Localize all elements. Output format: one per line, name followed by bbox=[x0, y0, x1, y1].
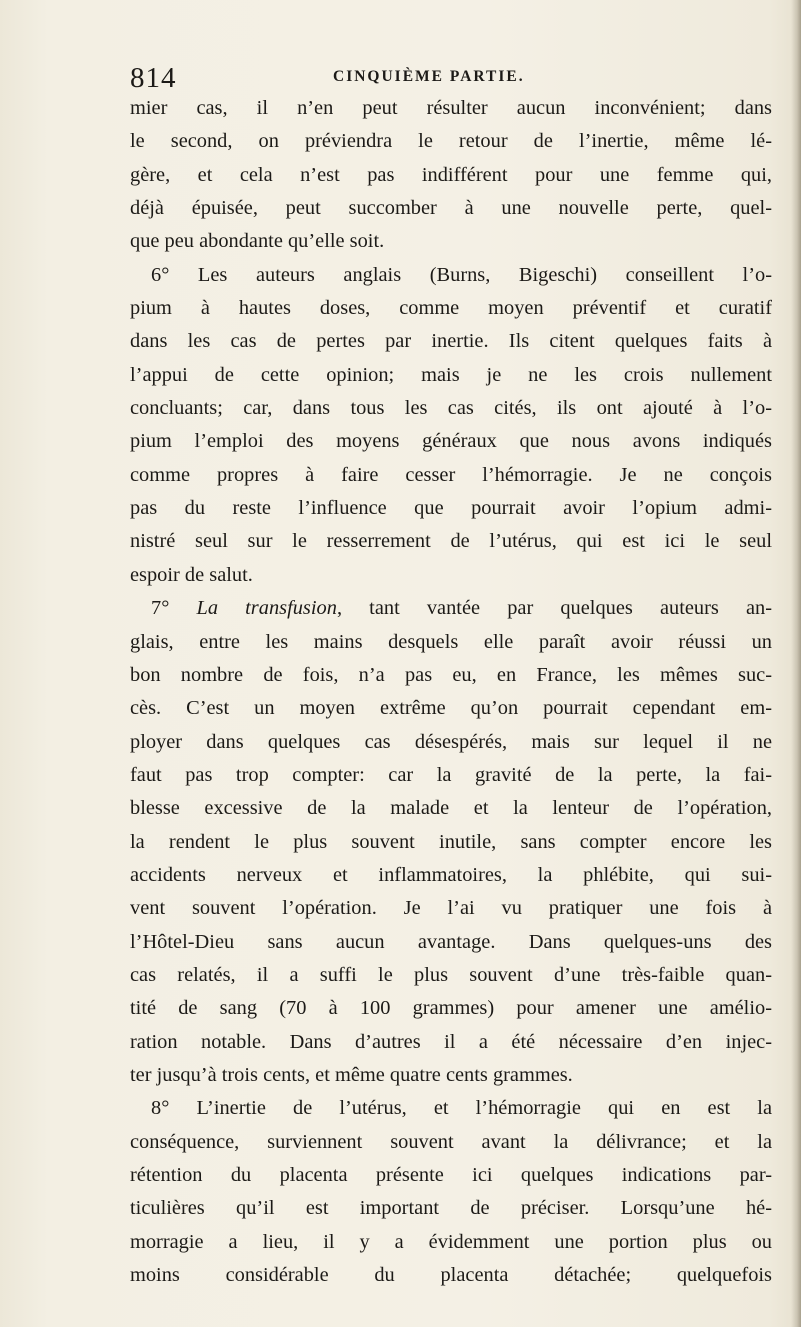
text-line: bon nombre de fois, n’a pas eu, en France, les mêmes suc- bbox=[130, 663, 772, 686]
text-line: accidents nerveux et inflammatoires, la phlébite, qui sui- bbox=[130, 863, 772, 886]
text-line: moins considérable du placenta détachée; quelquefois bbox=[130, 1264, 772, 1287]
text-line: comme propres à faire cesser l’hémorragie. Je ne conçois bbox=[130, 463, 772, 486]
text-line: l’appui de cette opinion; mais je ne les crois nullement bbox=[130, 363, 772, 386]
text-line: conséquence, surviennent souvent avant la délivrance; et la bbox=[130, 1130, 772, 1153]
text-line: ployer dans quelques cas désespérés, mais sur lequel il ne bbox=[130, 730, 772, 753]
text-line: pas du reste l’influence que pourrait avoir l’opium admi- bbox=[130, 497, 772, 520]
page-header bbox=[130, 58, 770, 94]
text-line: blesse excessive de la malade et la lenteur de l’opération, bbox=[130, 797, 772, 820]
text-line: pium à hautes doses, comme moyen préventif et curatif bbox=[130, 297, 772, 320]
italic-term: La transfusion bbox=[196, 597, 337, 620]
text-line: ticulières qu’il est important de préciser. Lorsqu’une hé- bbox=[130, 1197, 772, 1220]
text-line: 6° Les auteurs anglais (Burns, Bigeschi) conseillent l’o- bbox=[151, 263, 772, 286]
body-text bbox=[130, 92, 772, 1292]
text-line: espoir de salut. bbox=[130, 563, 253, 586]
text-line: mier cas, il n’en peut résulter aucun inconvénient; dans bbox=[130, 97, 772, 119]
text-line: que peu abondante qu’elle soit. bbox=[130, 230, 385, 253]
text-line: ter jusqu’à trois cents, et même quatre cents grammes. bbox=[130, 1063, 573, 1086]
text-line: concluants; car, dans tous les cas cités, ils ont ajouté à l’o- bbox=[130, 397, 772, 420]
text-line: dans les cas de pertes par inertie. Ils citent quelques faits à bbox=[130, 330, 772, 353]
text-line: cès. C’est un moyen extrême qu’on pourrait cependant em- bbox=[130, 697, 772, 720]
text-line: faut pas trop compter: car la gravité de la perte, la fai- bbox=[130, 763, 772, 786]
text-line: cas relatés, il a suffi le plus souvent d’une très-faible quan- bbox=[130, 963, 772, 986]
text-line: le second, on préviendra le retour de l’inertie, même lé- bbox=[130, 130, 772, 153]
running-head: CINQUIÈME PARTIE. bbox=[333, 68, 525, 85]
page-number: 814 bbox=[130, 62, 177, 94]
text-line: 7° La transfusion, tant vantée par quelques auteurs an- bbox=[151, 597, 772, 620]
text-line: pium l’emploi des moyens généraux que nous avons indiqués bbox=[130, 430, 772, 453]
text-line: rétention du placenta présente ici quelques indications par- bbox=[130, 1164, 772, 1186]
page-edge-shadow bbox=[791, 0, 801, 1327]
text-line: nistré seul sur le resserrement de l’utérus, qui est ici le seul bbox=[130, 530, 772, 553]
text-line: glais, entre les mains desquels elle paraît avoir réussi un bbox=[130, 630, 772, 653]
text-line: déjà épuisée, peut succomber à une nouvelle perte, quel- bbox=[130, 197, 772, 220]
text-line: vent souvent l’opération. Je l’ai vu pratiquer une fois à bbox=[130, 897, 772, 920]
text-line: l’Hôtel-Dieu sans aucun avantage. Dans quelques-uns des bbox=[130, 930, 772, 953]
text-line: ration notable. Dans d’autres il a été nécessaire d’en injec- bbox=[130, 1030, 772, 1053]
text-line: morragie a lieu, il y a évidemment une portion plus ou bbox=[130, 1230, 772, 1253]
text-line: tité de sang (70 à 100 grammes) pour amener une amélio- bbox=[130, 997, 772, 1020]
text-line: gère, et cela n’est pas indifférent pour une femme qui, bbox=[130, 163, 772, 186]
text-line: la rendent le plus souvent inutile, sans compter encore les bbox=[130, 830, 772, 853]
text-line: 8° L’inertie de l’utérus, et l’hémorragie qui en est la bbox=[151, 1097, 772, 1120]
